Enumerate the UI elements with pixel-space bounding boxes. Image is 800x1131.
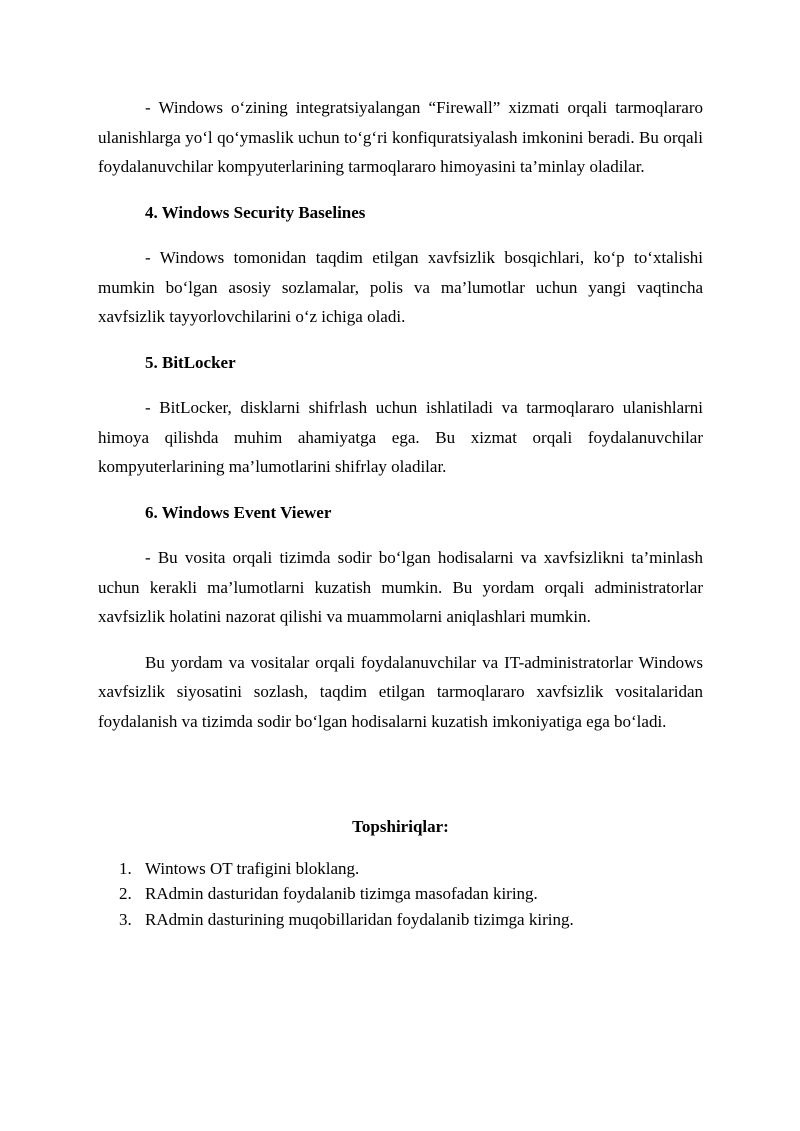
list-item [98,856,703,882]
paragraph-event-viewer: - Bu vosita orqali tizimda sodir bo‘lgan hodisalarni va xavfsizlikni ta’minlash uchun kerakli ma’lumotlarni kuzatish mumkin. Bu yordam orqali administratorlar xavfsizlik holatini nazorat qilishi va muammolarni aniqlashlari mumkin. [98,548,703,626]
tasks-list [98,856,703,933]
list-item-number: 2. [119,884,132,903]
heading-security-baselines: 4. Windows Security Baselines [145,202,366,222]
document-page [98,93,703,932]
list-item [98,881,703,907]
list-item-text: RAdmin dasturidan foydalanib tizimga masofadan kiring. [145,884,538,903]
tasks-title: Topshiriqlar: [352,817,449,836]
list-item-text: RAdmin dasturining muqobillaridan foydalanib tizimga kiring. [145,909,574,929]
list-item [98,907,703,933]
list-item-number: 1. [119,858,132,878]
heading-event-viewer: 6. Windows Event Viewer [145,502,332,522]
list-item-text: Wintows OT trafigini bloklang. [145,858,360,878]
paragraph-bitlocker: - BitLocker, disklarni shifrlash uchun ishlatiladi va tarmoqlararo ulanishlarni himoya qilishda muhim ahamiyatga ega. Bu xizmat orqali foydalanuvchilar kompyuterlarining ma’lumotlarini shifrlay oladilar. [98,398,703,476]
paragraph-firewall: - Windows o‘zining integratsiyalangan “Firewall” xizmati orqali tarmoqlararo ulanishlarga yo‘l qo‘ymaslik uchun to‘g‘ri konfiquratsiyalash imkonini beradi. Bu orqali foydalanuvchilar kompyuterlarining tarmoqlararo himoyasini ta’minlay oladilar. [98,98,703,176]
list-item-number: 3. [119,909,132,929]
paragraph-security-baselines: - Windows tomonidan taqdim etilgan xavfsizlik bosqichlari, ko‘p to‘xtalishi mumkin bo‘lgan asosiy sozlamalar, polis va ma’lumotlar uchun yangi vaqtincha xavfsizlik tayyorlovchilarini o‘z ichiga oladi. [98,248,703,326]
heading-bitlocker: 5. BitLocker [145,352,236,372]
paragraph-summary: Bu yordam va vositalar orqali foydalanuvchilar va IT-administratorlar Windows xavfsizlik siyosatini sozlash, taqdim etilgan tarmoqlararo xavfsizlik vositalaridan foydalanish va tizimda sodir bo‘lgan hodisalarni kuzatish imkoniyatiga ega bo‘ladi. [98,652,703,731]
